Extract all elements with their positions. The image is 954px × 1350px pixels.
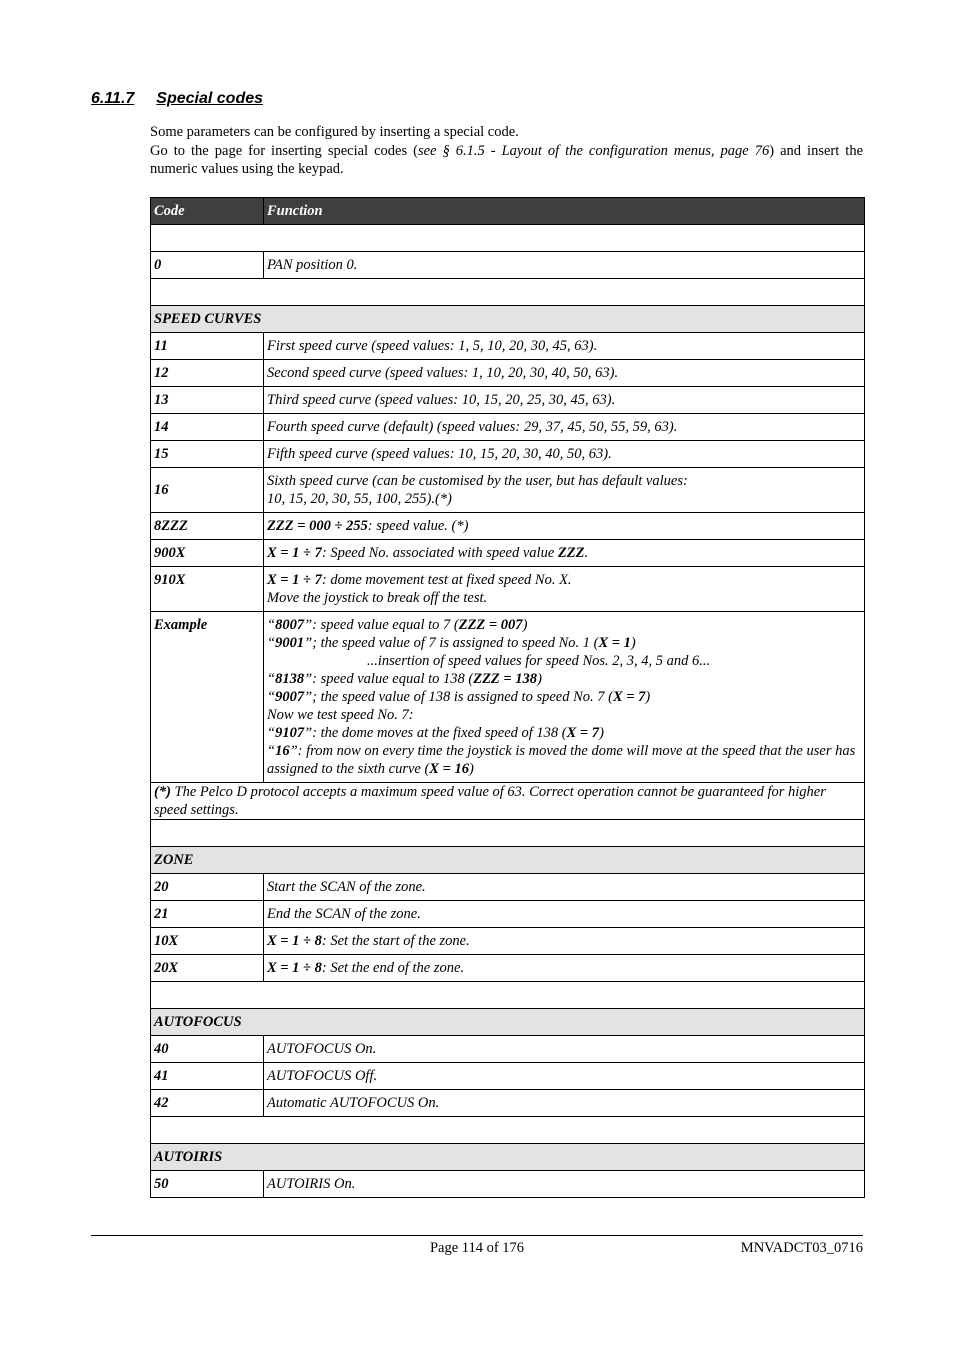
- section-row-speed-curves: [151, 306, 865, 333]
- section-title: Special codes: [156, 90, 264, 107]
- example-value: ZZZ = 138: [473, 671, 538, 687]
- function-cell: Start the SCAN of the zone.: [264, 874, 865, 901]
- example-value: X = 1: [598, 635, 631, 651]
- function-cell: [264, 928, 865, 955]
- note-cell: [151, 783, 865, 820]
- example-code: 16: [275, 743, 290, 759]
- code-cell: 40: [151, 1036, 264, 1063]
- footer-divider: [91, 1235, 863, 1236]
- example-note: ...insertion of speed values for speed Nos. 2, 3, 4, 5 and 6...: [367, 653, 711, 669]
- range-bold: ZZZ = 000 ÷ 255: [267, 518, 368, 534]
- function-line: 10, 15, 20, 30, 55, 100, 255).(*): [267, 491, 452, 507]
- code-cell: 900X: [151, 540, 264, 567]
- function-cell: Third speed curve (speed values: 10, 15, 20, 25, 30, 45, 63).: [264, 387, 865, 414]
- table-row: [151, 901, 865, 928]
- table-row: [151, 468, 865, 513]
- code-cell: 10X: [151, 928, 264, 955]
- special-codes-table: [150, 197, 865, 1198]
- code-cell: 20X: [151, 955, 264, 982]
- function-cell: PAN position 0.: [264, 252, 865, 279]
- example-value: ZZZ = 007: [458, 617, 523, 633]
- table-row: [151, 1036, 865, 1063]
- function-text: : Set the end of the zone.: [321, 960, 465, 976]
- table-row: [151, 1090, 865, 1117]
- code-cell: 8ZZZ: [151, 513, 264, 540]
- example-code: 9001: [275, 635, 305, 651]
- value-bold: ZZZ: [557, 545, 585, 561]
- section-row-autofocus: [151, 1009, 865, 1036]
- function-cell: AUTOIRIS On.: [264, 1171, 865, 1198]
- example-note: Now we test speed No. 7:: [267, 707, 414, 723]
- code-cell: 11: [151, 333, 264, 360]
- function-cell: Automatic AUTOFOCUS On.: [264, 1090, 865, 1117]
- code-cell: 16: [151, 468, 264, 513]
- spacer-row: [151, 1117, 865, 1144]
- note-marker: (*): [154, 784, 171, 800]
- intro-paragraph-2: [150, 142, 863, 179]
- code-cell: 910X: [151, 567, 264, 612]
- example-code: 9107: [275, 725, 305, 741]
- code-cell: 20: [151, 874, 264, 901]
- function-cell: End the SCAN of the zone.: [264, 901, 865, 928]
- range-bold: X = 1 ÷ 8: [267, 933, 322, 949]
- example-code: 9007: [275, 689, 305, 705]
- range-bold: X = 1 ÷ 8: [267, 960, 322, 976]
- range-bold: X = 1 ÷ 7: [267, 545, 322, 561]
- table-row: [151, 414, 865, 441]
- section-label: AUTOIRIS: [151, 1144, 865, 1171]
- table-row: [151, 1063, 865, 1090]
- page-number: Page 114 of 176: [429, 1240, 525, 1256]
- function-text: : Set the start of the zone.: [321, 933, 470, 949]
- code-cell: 13: [151, 387, 264, 414]
- function-cell: [264, 567, 865, 612]
- code-cell: 42: [151, 1090, 264, 1117]
- table-row: [151, 874, 865, 901]
- function-cell: AUTOFOCUS On.: [264, 1036, 865, 1063]
- code-cell: 21: [151, 901, 264, 928]
- section-row-autoiris: [151, 1144, 865, 1171]
- table-row: [151, 955, 865, 982]
- table-row: [151, 441, 865, 468]
- table-row: [151, 928, 865, 955]
- intro-text-a: Go to the page for inserting special codes (: [150, 142, 418, 159]
- example-value: X = 7: [566, 725, 600, 741]
- section-number: 6.11.7: [91, 90, 135, 107]
- table-row: [151, 360, 865, 387]
- document-code: MNVADCT03_0716: [740, 1240, 863, 1256]
- spacer-row: [151, 279, 865, 306]
- table-row: [151, 1171, 865, 1198]
- example-value: X = 7: [612, 689, 646, 705]
- intro-cross-reference: see § 6.1.5 - Layout of the configuration menus, page 76: [417, 142, 770, 159]
- code-cell: Example: [151, 612, 264, 783]
- function-cell: Second speed curve (speed values: 1, 10, 20, 30, 40, 50, 63).: [264, 360, 865, 387]
- range-bold: X = 1 ÷ 7: [267, 572, 322, 588]
- section-label: SPEED CURVES: [151, 306, 865, 333]
- code-cell: 0: [151, 252, 264, 279]
- spacer-row: [151, 820, 865, 847]
- function-line: Move the joystick to break off the test.: [267, 590, 488, 606]
- section-label: AUTOFOCUS: [151, 1009, 865, 1036]
- function-text: : Speed No. associated with speed value: [321, 545, 558, 561]
- note-row: [151, 783, 865, 820]
- function-cell: Fifth speed curve (speed values: 10, 15, 20, 30, 40, 50, 63).: [264, 441, 865, 468]
- intro-line-1: Some parameters can be configured by inserting a special code.: [150, 124, 519, 140]
- function-text: : speed value. (*): [367, 518, 469, 534]
- table-row: [151, 540, 865, 567]
- code-cell: 41: [151, 1063, 264, 1090]
- header-code: Code: [151, 198, 264, 225]
- table-row: [151, 333, 865, 360]
- function-text: .: [584, 545, 589, 561]
- note-text: The Pelco D protocol accepts a maximum speed value of 63. Correct operation cannot be guaranteed for higher speed settings.: [154, 784, 826, 818]
- example-value: X = 16: [429, 761, 469, 777]
- example-row: [151, 612, 865, 783]
- code-cell: 15: [151, 441, 264, 468]
- table-row: [151, 567, 865, 612]
- function-line: Sixth speed curve (can be customised by the user, but has default values:: [267, 473, 688, 489]
- intro-text: [150, 123, 863, 179]
- table-row: [151, 387, 865, 414]
- function-cell: [264, 513, 865, 540]
- function-cell: [264, 468, 865, 513]
- function-text: : dome movement test at fixed speed No. X.: [321, 572, 572, 588]
- function-cell: First speed curve (speed values: 1, 5, 10, 20, 30, 45, 63).: [264, 333, 865, 360]
- example-code: 8138: [275, 671, 305, 687]
- section-heading: [91, 90, 263, 108]
- function-cell: [264, 540, 865, 567]
- code-cell: 50: [151, 1171, 264, 1198]
- function-cell: [264, 955, 865, 982]
- code-cell: 14: [151, 414, 264, 441]
- example-code: 8007: [275, 617, 305, 633]
- function-cell: Fourth speed curve (default) (speed values: 29, 37, 45, 50, 55, 59, 63).: [264, 414, 865, 441]
- table-header-row: [151, 198, 865, 225]
- table-row: [151, 252, 865, 279]
- code-cell: 12: [151, 360, 264, 387]
- section-row-zone: [151, 847, 865, 874]
- table-row: [151, 513, 865, 540]
- spacer-row: [151, 225, 865, 252]
- header-function: Function: [264, 198, 865, 225]
- section-label: ZONE: [151, 847, 865, 874]
- intro-text-b: ) and insert the numeric values using the keypad.: [150, 142, 863, 177]
- spacer-row: [151, 982, 865, 1009]
- example-cell: “8007”: speed value equal to 7 (ZZZ = 007) “9001”; the speed value of 7 is assigned to speed No. 1 (X = 1) ...insertion of speed values for speed Nos. 2, 3, 4, 5 and 6... “8138”: speed value equal to 138 (ZZZ = 138) “9007”; the speed value of 138 is assigned to speed No. 7 (X = 7) Now we test speed No. 7: “9107”: the dome moves at the fixed speed of 138 (X = 7) “16”: from now on every time the joystick is moved the dome will move at the speed that the user has assigned to the sixth curve (X = 16): [264, 612, 865, 783]
- function-cell: AUTOFOCUS Off.: [264, 1063, 865, 1090]
